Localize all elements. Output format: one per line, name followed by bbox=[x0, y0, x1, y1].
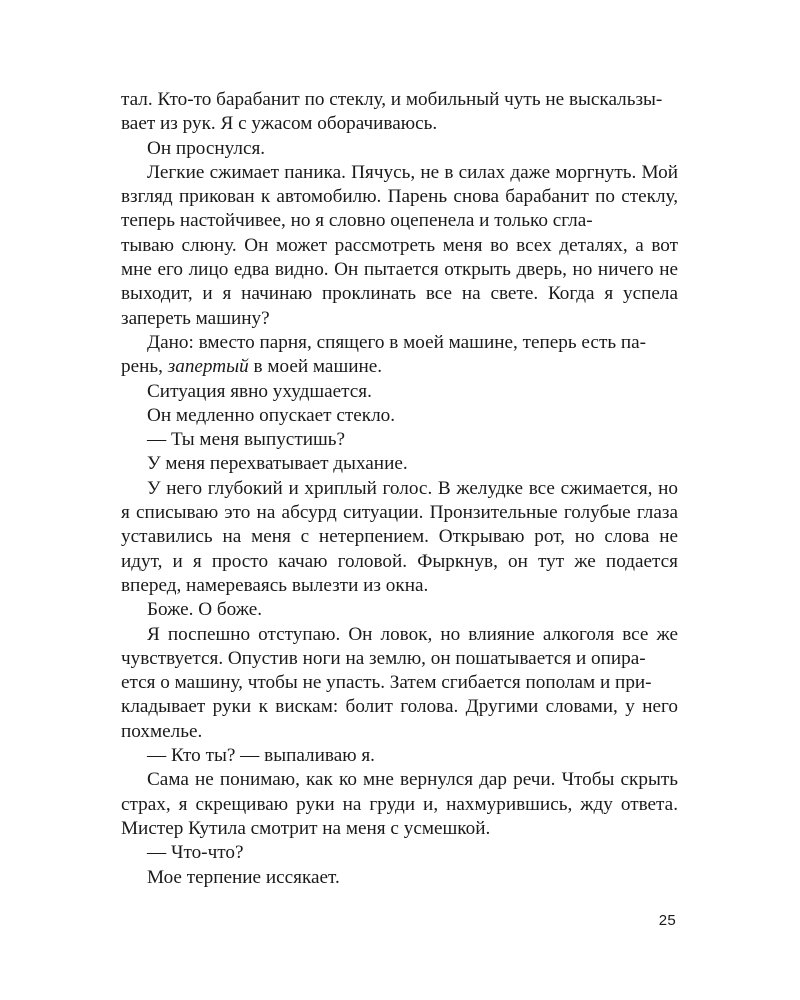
paragraph: Сама не понимаю, как ко мне вернулся дар речи. Чтобы скрыть страх, я скрещиваю руки на груди и, нахмурившись, жду ответа. Мистер Кутила смотрит на меня с усмешкой. bbox=[121, 769, 678, 839]
paragraph: Боже. О боже. bbox=[147, 599, 263, 621]
emphasis-text: запертый bbox=[167, 356, 249, 378]
paragraph: Я поспешно отступаю. Он ловок, но влияние алкоголя все же чувствуется. Опустив ноги на землю, он пошатывается и опира- ется о машину, чтобы не упасть. Затем сгибается пополам и при- кладывает руки к вискам: болит голова. Другими словами, у него похмелье. bbox=[121, 623, 678, 742]
dialogue-line: — Кто ты? — выпаливаю я. bbox=[147, 745, 375, 767]
paragraph: У меня перехватывает дыхание. bbox=[147, 453, 408, 475]
paragraph: Ситуация явно ухудшается. bbox=[147, 380, 372, 402]
paragraph: У него глубокий и хриплый голос. В желудке все сжимается, но я списываю это на абсурд ситуации. Пронзительные голубые глаза уставились на меня с нетерпением. Открываю рот, но слова не идут, и я просто качаю головой. Фыркнув, он тут же подается вперед, намереваясь вылезти из окна. bbox=[121, 477, 678, 596]
paragraph-continuation: тал. Кто-то барабанит по стеклу, и мобильный чуть не выскальзы- вает из рук. Я с ужасом оборачиваюсь. bbox=[121, 89, 663, 135]
dialogue-line: — Ты меня выпустишь? bbox=[147, 429, 346, 451]
paragraph: Дано: вместо парня, спящего в моей машине, теперь есть па- рень, запертый в моей машине. bbox=[121, 331, 647, 378]
page-number: 25 bbox=[658, 912, 676, 929]
body-text bbox=[121, 88, 678, 890]
paragraph: Легкие сжимает паника. Пячусь, не в силах даже моргнуть. Мой взгляд прикован к автомобилю. Парень снова барабанит по стеклу, теперь настойчивее, но я словно оцепенела и только сгла- тываю слюну. Он может рассмотреть меня во всех деталях, а вот мне его лицо едва видно. Он пытается открыть дверь, но ничего не выходит, и я начинаю проклинать все на свете. Когда я успела запереть машину? bbox=[121, 161, 678, 329]
paragraph: Он медленно опускает стекло. bbox=[147, 404, 396, 426]
dialogue-line: — Что-что? bbox=[147, 842, 244, 864]
paragraph: Мое терпение иссякает. bbox=[147, 866, 340, 888]
paragraph: Он проснулся. bbox=[147, 137, 266, 159]
